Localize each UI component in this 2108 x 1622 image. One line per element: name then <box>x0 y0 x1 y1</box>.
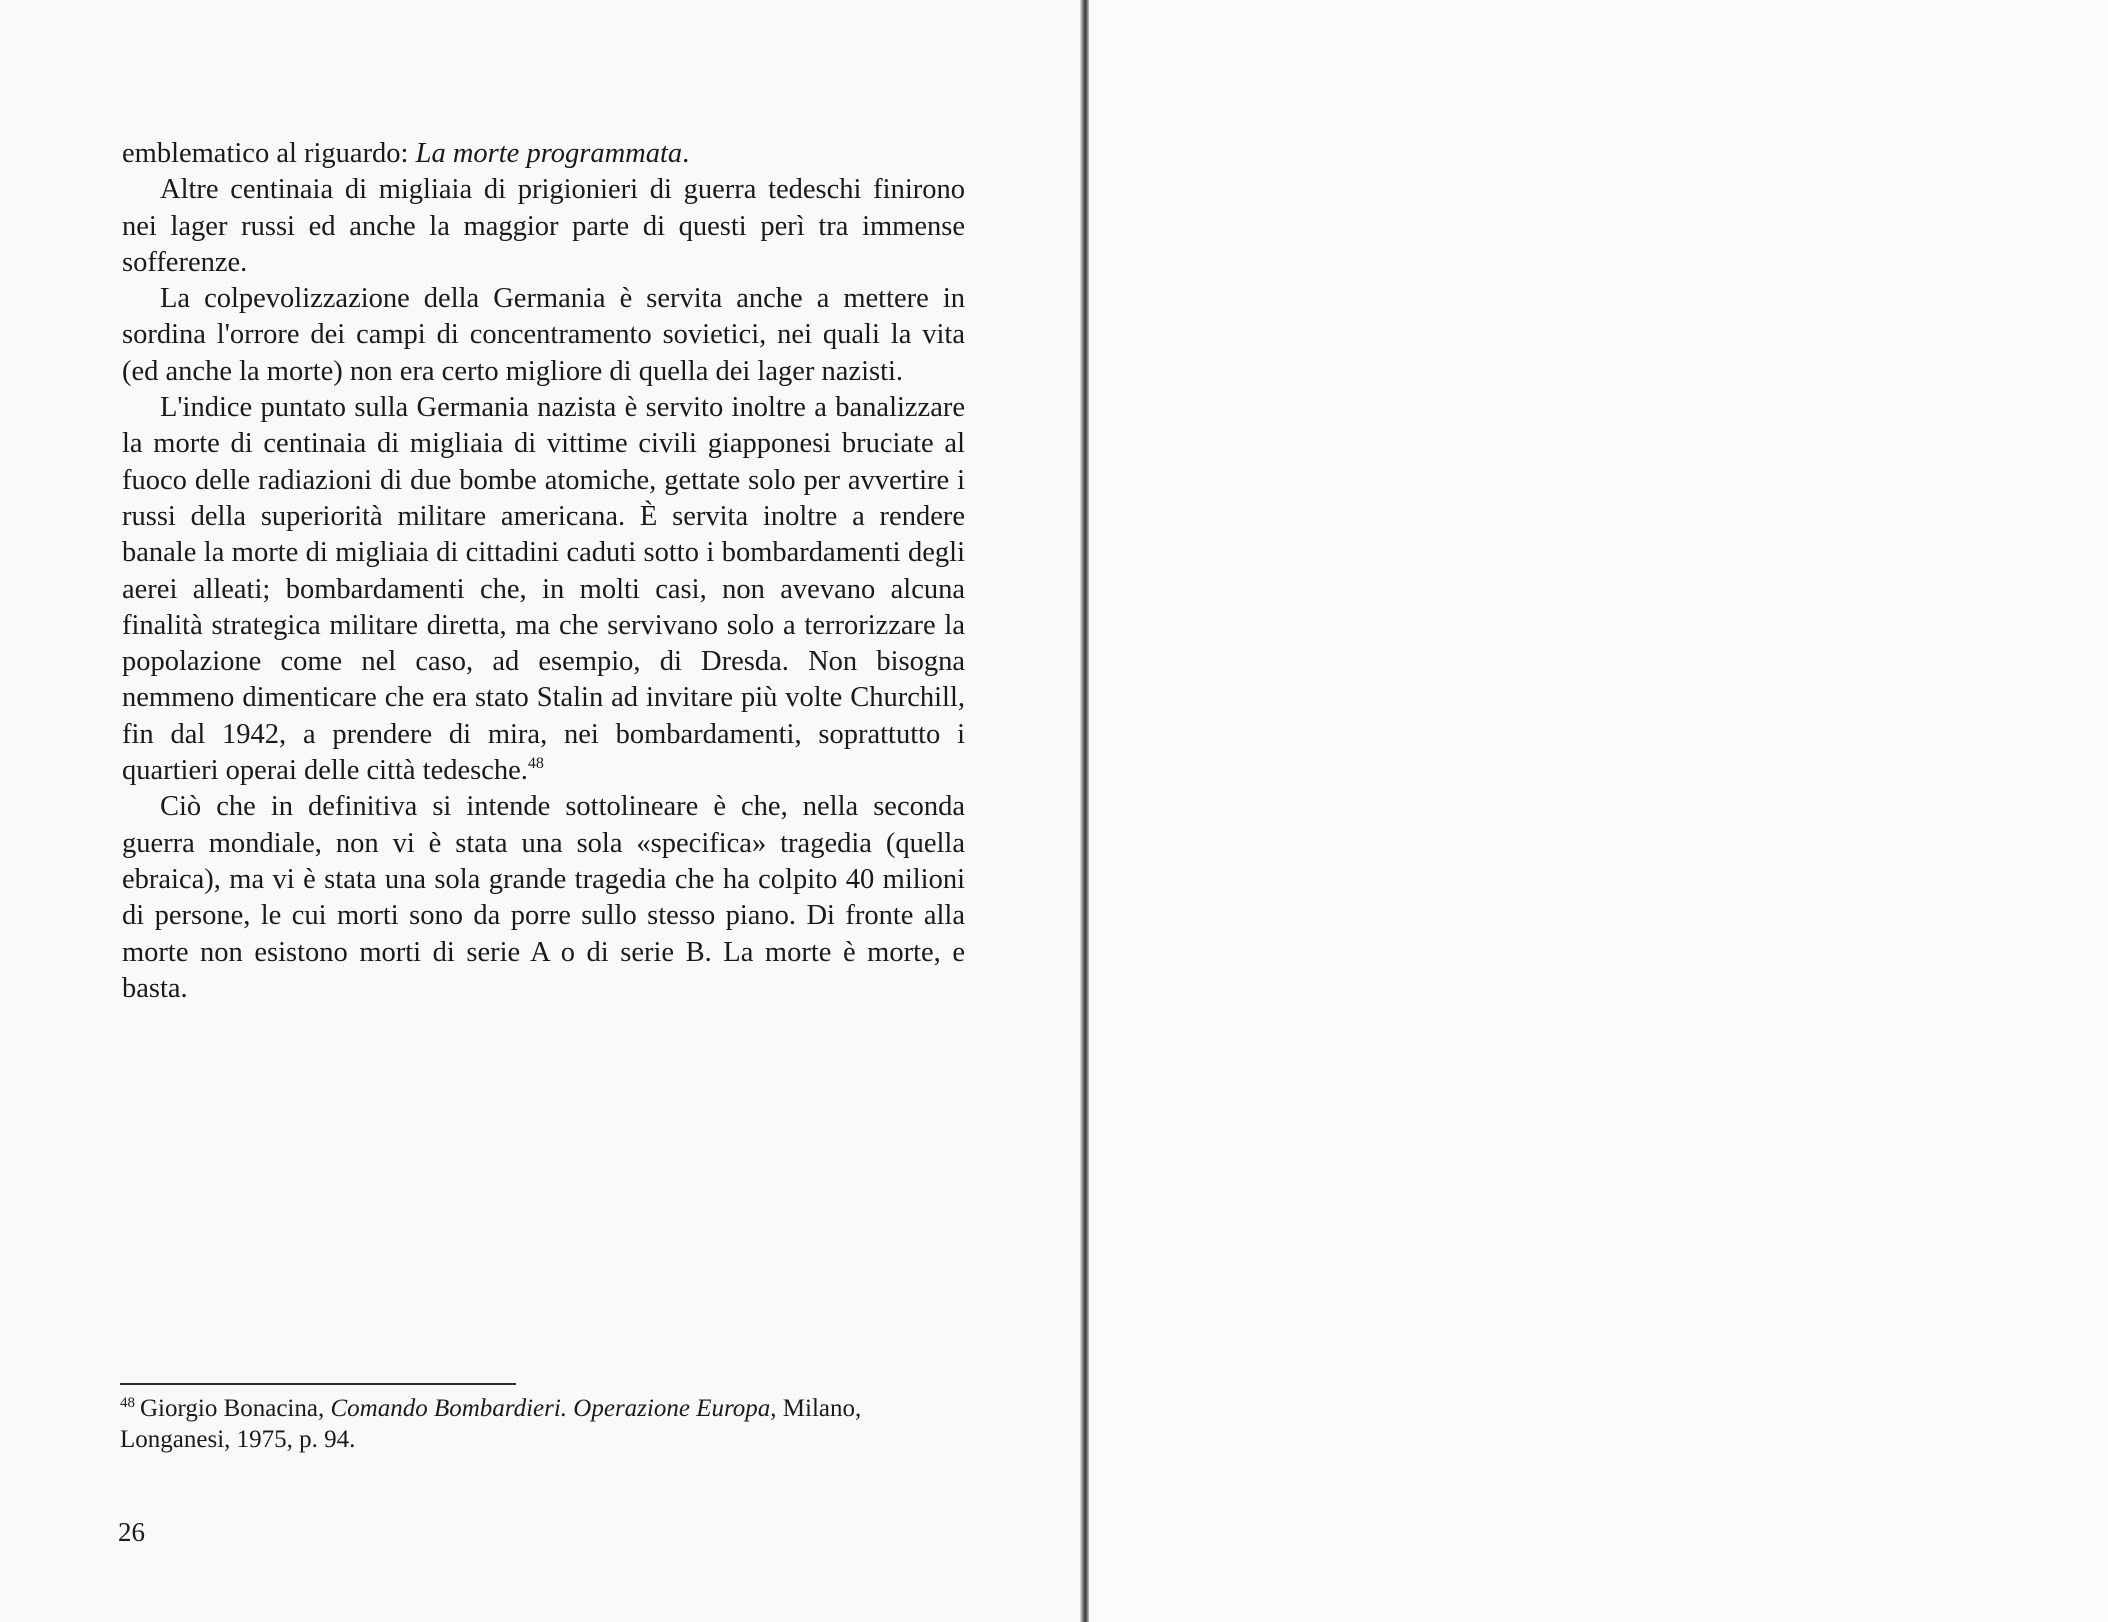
text-segment: . <box>682 138 690 169</box>
page-number: 26 <box>118 1517 145 1547</box>
paragraph-4 <box>122 390 965 789</box>
footnote-italic-title: Comando Bombardieri. Operazione Europa <box>330 1395 771 1422</box>
text-segment: L'indice puntato sulla Germania nazista è servito inoltre a banalizzare la morte di centinaia di migliaia di vittime civili giapponesi bruciate al fuoco delle radiazioni di due bombe atomiche, gettate solo per avvertire i russi della superiorità militare americana. È servita inoltre a rendere banale la morte di migliaia di cittadini caduti sotto i bombardamenti degli aerei alleati; bombardamenti che, in molti casi, non avevano alcuna finalità strategica militare diretta, ma che servivano solo a terrorizzare la popolazione come nel caso, ad esempio, di Dresda. Non bisogna nemmeno dimenticare che era stato Stalin ad invitare più volte Churchill, fin dal 1942, a prendere di mira, nei bombardamenti, soprattutto i quartieri operai delle città tedesche. <box>122 392 965 787</box>
text-segment: Ciò che in definitiva si intende sottolineare è che, nella seconda guerra mondiale, non vi è stata una sola «specifica» tragedia (quella ebraica), ma vi è stata una sola grande tragedia che ha colpito 40 milioni di persone, le cui morti sono da porre sullo stesso piano. Di fronte alla morte non esistono morti di serie A o di serie B. La morte è morte, e basta. <box>122 791 965 1004</box>
text-segment: emblematico al riguardo: <box>122 138 416 169</box>
footnote-text: , Milano, Longanesi, 1975, p. 94. <box>120 1395 862 1453</box>
paragraph-2 <box>122 172 965 281</box>
paragraph-3 <box>122 281 965 390</box>
body-text <box>122 136 965 1007</box>
italic-title: La morte programmata <box>415 138 683 169</box>
paragraph-5 <box>122 789 965 1007</box>
right-page-blank <box>1089 0 2108 1622</box>
footnote <box>120 1393 963 1455</box>
footnote-reference: 48 <box>527 755 544 773</box>
text-segment: La colpevolizzazione della Germania è servita anche a mettere in sordina l'orrore dei campi di concentramento sovietici, nei quali la vita (ed anche la morte) non era certo migliore di quella dei lager nazisti. <box>122 283 965 387</box>
footnote-number: 48 <box>120 1395 135 1411</box>
footnote-text: Giorgio Bonacina, <box>140 1395 331 1422</box>
footnote-divider <box>120 1383 516 1385</box>
text-segment: Altre centinaia di migliaia di prigionieri di guerra tedeschi finirono nei lager russi ed anche la maggior parte di questi perì tra immense sofferenze. <box>122 174 965 278</box>
paragraph-1 <box>122 136 965 172</box>
